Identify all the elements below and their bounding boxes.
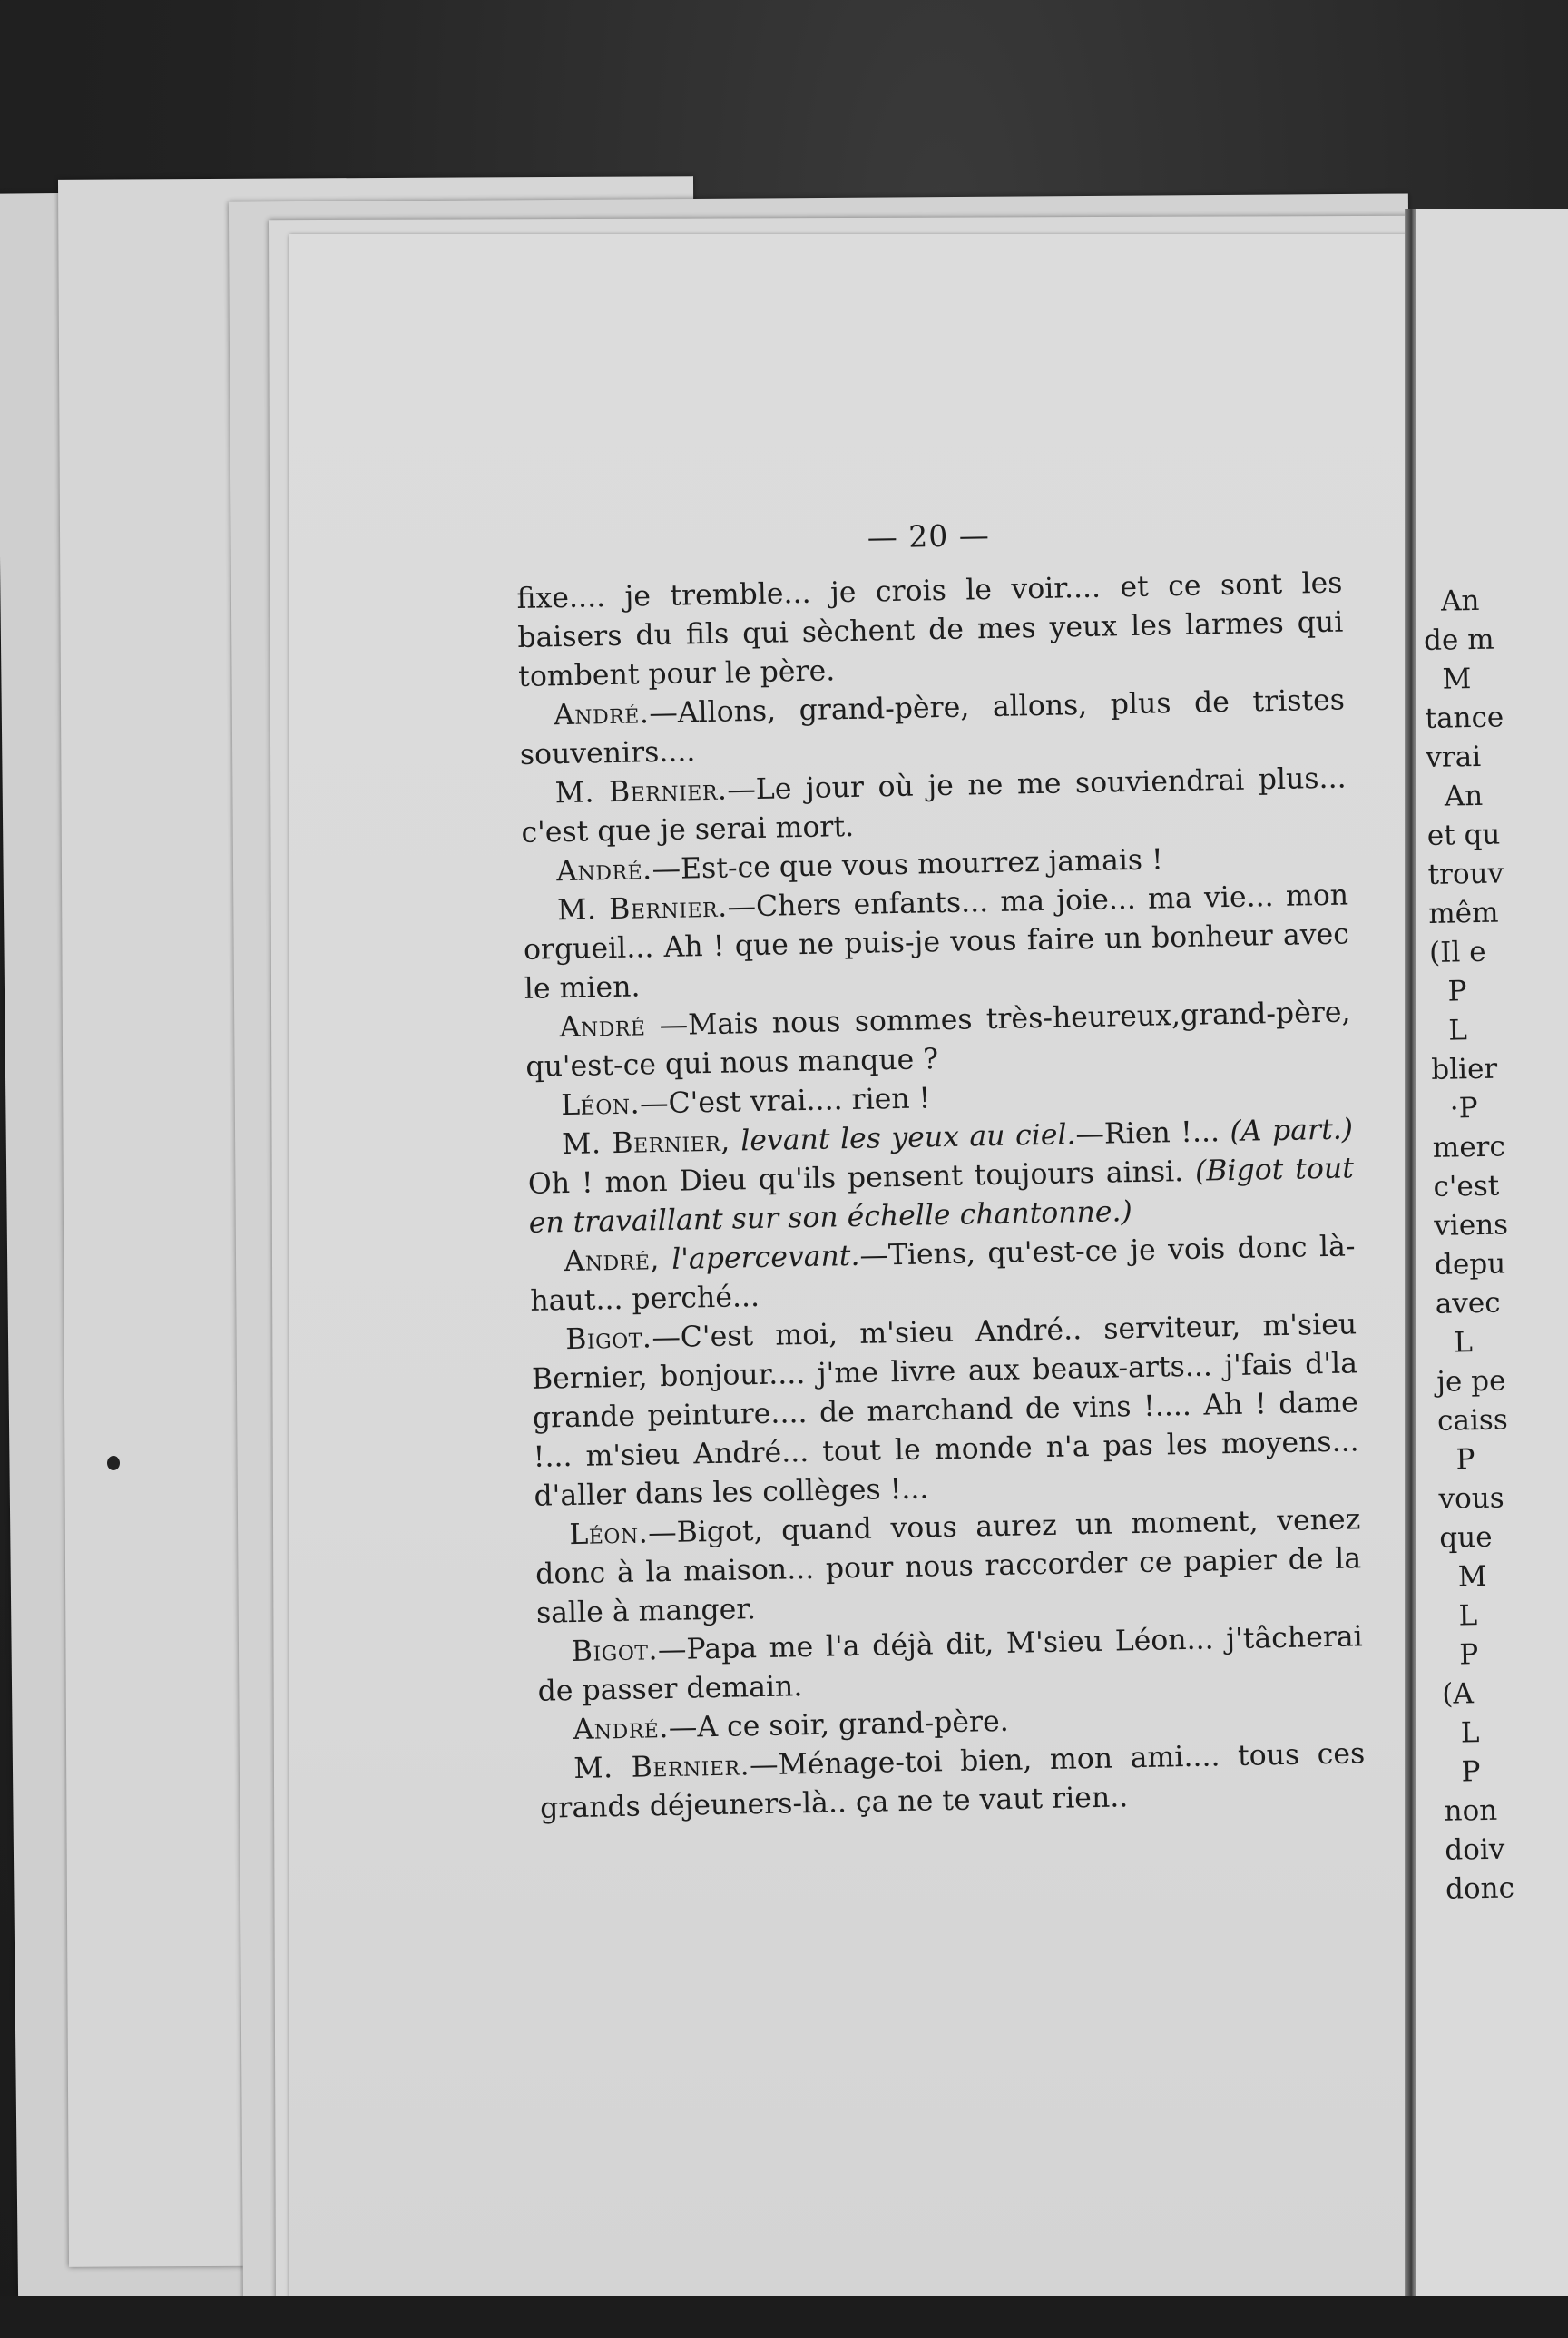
- facing-page-line: L: [1442, 1716, 1480, 1750]
- speaker-name: M. Bernier,: [561, 1125, 731, 1162]
- facing-page-line: L: [1430, 1014, 1468, 1047]
- paragraph: [523, 876, 1350, 1008]
- facing-page-line: je pe: [1436, 1364, 1506, 1399]
- speaker-name: M. Bernier.: [554, 773, 728, 810]
- paragraph: [527, 1110, 1355, 1243]
- speaker-name: André: [559, 1009, 646, 1045]
- binding-hole: [107, 1456, 120, 1470]
- dialogue-text: —A ce soir, grand-père.: [668, 1704, 1010, 1745]
- facing-page-line: An: [1423, 584, 1480, 618]
- dialogue-text: —Allons, grand-père, allons, plus de tristes souvenirs....: [519, 683, 1346, 771]
- book-page: [289, 234, 1432, 2322]
- paragraph: [539, 1734, 1366, 1828]
- facing-page-line: (A: [1442, 1677, 1484, 1711]
- speaker-name: André,: [564, 1243, 661, 1279]
- facing-page-line: caiss: [1436, 1403, 1509, 1438]
- facing-page-line: et qu: [1426, 818, 1501, 852]
- page-text: [515, 509, 1366, 1829]
- facing-page: [1416, 209, 1568, 2338]
- dialogue-text: —Tiens, qu'est-ce je vois donc là-haut... perché...: [530, 1230, 1356, 1318]
- facing-page-line: (Il e: [1428, 935, 1486, 969]
- dialogue-text: —Est-ce que vous mourrez jamais !: [652, 843, 1164, 887]
- speaker-name: Bigot.: [564, 1321, 652, 1357]
- page-number: — 20 —: [867, 516, 991, 555]
- facing-page-line: M: [1439, 1559, 1487, 1594]
- dialogue-text: —C'est vrai.... rien !: [639, 1082, 931, 1121]
- facing-page-line: depu: [1434, 1247, 1506, 1282]
- dialogue-text: —Rien !...: [1075, 1115, 1230, 1152]
- facing-page-line: non: [1444, 1793, 1507, 1828]
- facing-page-line: An: [1426, 779, 1484, 813]
- speaker-name: Léon.: [569, 1517, 649, 1552]
- facing-page-line: L: [1436, 1326, 1474, 1360]
- stage-direction: (A part.): [1230, 1113, 1354, 1149]
- facing-page-line: que: [1439, 1520, 1502, 1555]
- facing-page-line: vous: [1438, 1481, 1504, 1516]
- paragraph-list: [516, 565, 1366, 1829]
- dialogue-text: —Ménage-toi bien, mon ami.... tous ces grands déjeuners-là.. ça ne te vaut rien..: [539, 1737, 1366, 1825]
- speaker-name: Léon.: [560, 1087, 641, 1123]
- background-edge: [0, 2296, 1568, 2338]
- facing-page-line: doiv: [1445, 1832, 1505, 1867]
- facing-page-line: L: [1440, 1599, 1478, 1633]
- facing-page-line: de m: [1423, 623, 1494, 657]
- stage-direction: (Bigot tout en travaillant sur son échelle chantonne.): [528, 1152, 1355, 1240]
- facing-page-line: M: [1424, 663, 1472, 696]
- speaker-name: M. Bernier.: [573, 1749, 750, 1786]
- dialogue-text: —Mais nous sommes très-heureux,grand-père, qu'est-ce qui nous manque ?: [525, 996, 1351, 1084]
- paragraph: [516, 565, 1344, 697]
- speaker-name: André.: [553, 697, 650, 732]
- facing-page-text: [1423, 581, 1524, 1909]
- dialogue-text: —C'est moi, m'sieu André.. serviteur, m'sieu Bernier, bonjour.... j'me livre aux beaux-arts... j'fais d'la grande peinture.... de marchand de vins !.... Ah ! dame !... m'sieu André... tout le monde n'a pas les moyens... d'aller dans les collèges !...: [531, 1308, 1359, 1513]
- facing-page-line: P: [1437, 1443, 1475, 1477]
- stage-direction: levant les yeux au ciel.: [730, 1118, 1076, 1158]
- facing-page-line: donc: [1445, 1871, 1515, 1906]
- facing-page-line: viens: [1434, 1208, 1509, 1243]
- facing-page-line: P: [1429, 975, 1467, 1008]
- speaker-name: M. Bernier.: [556, 890, 728, 928]
- facing-page-line: avec: [1435, 1286, 1501, 1321]
- speaker-name: André.: [556, 853, 652, 889]
- facing-page-line: trouv: [1427, 857, 1504, 891]
- facing-page-line: P: [1443, 1755, 1481, 1789]
- facing-page-line: merc: [1432, 1130, 1506, 1164]
- dialogue-text: —Chers enfants... ma joie... ma vie... mon orgueil... Ah ! que ne puis-je vous faire un bonheur avec le mien.: [523, 879, 1350, 1006]
- facing-page-line: vrai: [1426, 740, 1482, 774]
- facing-page-line: c'est: [1433, 1169, 1500, 1203]
- facing-page-line: ·P: [1431, 1092, 1478, 1125]
- paragraph: [531, 1305, 1360, 1516]
- facing-page-line: tance: [1425, 701, 1504, 735]
- speaker-name: Bigot.: [571, 1634, 659, 1669]
- facing-page-line: blier: [1431, 1052, 1498, 1086]
- dialogue-text: Oh ! mon Dieu qu'ils pensent toujours ainsi.: [527, 1154, 1196, 1201]
- facing-page-line: P: [1441, 1638, 1479, 1672]
- dialogue-text: —Le jour où je ne me souviendrai plus... c'est que je serai mort.: [521, 761, 1347, 850]
- stage-direction: l'apercevant.: [659, 1239, 860, 1277]
- dialogue-text: fixe.... je tremble... je crois le voir.... et ce sont les baisers du fils qui sèchent de mes yeux les larmes qui tombent pour le père.: [516, 566, 1344, 693]
- speaker-name: André.: [573, 1712, 670, 1747]
- facing-page-line: mêm: [1428, 896, 1499, 930]
- paragraph: [534, 1500, 1362, 1633]
- dialogue-text: —Bigot, quand vous aurez un moment, venez donc à la maison... pour nous raccorder ce papier de la salle à manger.: [534, 1503, 1362, 1630]
- dialogue-text: —Papa me l'a déjà dit, M'sieu Léon... j'tâcherai de passer demain.: [537, 1620, 1364, 1708]
